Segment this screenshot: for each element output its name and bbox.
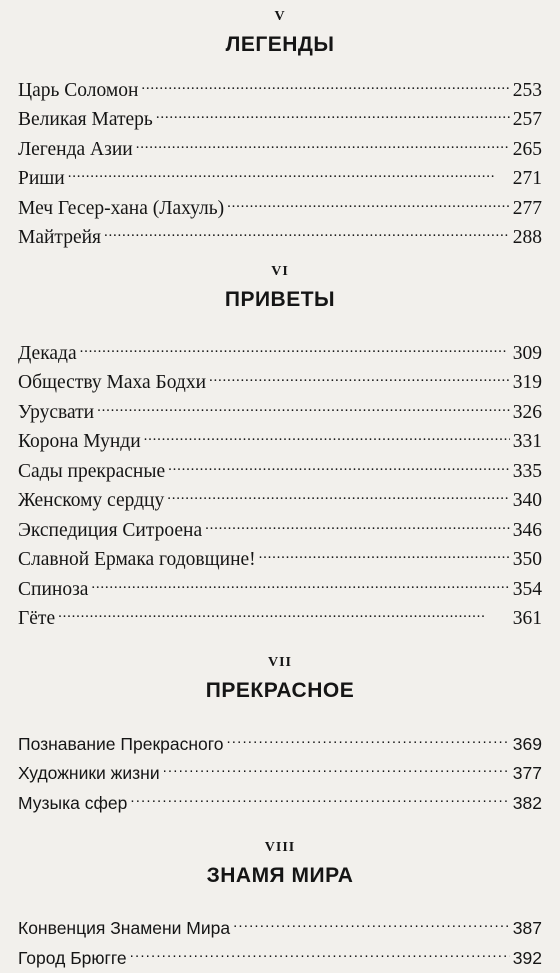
entry-page: 335	[513, 457, 542, 487]
entry-title: Великая Матерь	[18, 105, 153, 135]
dot-leader	[163, 750, 510, 780]
entry-title: Легенда Азии	[18, 135, 133, 165]
toc-entry	[18, 329, 542, 359]
toc-entry	[18, 388, 542, 418]
entry-title: Сады прекрасные	[18, 457, 165, 487]
entry-title: Декада	[18, 339, 77, 369]
toc-entry	[18, 905, 542, 935]
dot-leader	[91, 565, 509, 595]
entry-page: 387	[513, 914, 542, 944]
entry-page: 382	[513, 789, 542, 819]
toc-entry	[18, 155, 542, 185]
entry-title: Славной Ермака годовщине!	[18, 545, 256, 575]
section-viii	[18, 837, 542, 964]
dot-leader	[80, 329, 510, 359]
entry-title: Урусвати	[18, 398, 94, 428]
dot-leader	[136, 125, 510, 155]
entry-page: 288	[513, 223, 542, 253]
dot-leader	[209, 359, 510, 389]
section-title: ЗНАМЯ МИРА	[18, 859, 542, 897]
dot-leader	[226, 720, 509, 750]
entry-page: 354	[513, 575, 542, 605]
section-number: VIII	[18, 837, 542, 859]
toc-entry	[18, 595, 542, 625]
dot-leader	[167, 477, 510, 507]
toc-entry	[18, 418, 542, 448]
entry-page: 369	[513, 730, 542, 760]
dot-leader	[168, 447, 510, 477]
section-number: V	[18, 6, 542, 28]
section-vii	[18, 652, 542, 809]
section-title: ПРИВЕТЫ	[18, 283, 542, 321]
entry-title: Экспедиция Ситроена	[18, 516, 202, 546]
toc-entry	[18, 720, 542, 750]
toc-list	[18, 66, 542, 243]
entry-page: 271	[513, 164, 542, 194]
toc-list	[18, 720, 542, 809]
dot-leader	[227, 184, 510, 214]
toc-entry	[18, 66, 542, 96]
dot-leader	[130, 779, 509, 809]
entry-title: Город Брюгге	[18, 944, 127, 973]
entry-page: 253	[513, 76, 542, 106]
entry-page: 377	[513, 759, 542, 789]
entry-page: 319	[513, 368, 542, 398]
entry-page: 257	[513, 105, 542, 135]
entry-page: 277	[513, 194, 542, 224]
entry-title: Познавание Прекрасного	[18, 730, 223, 760]
dot-leader	[141, 66, 509, 96]
entry-title: Музыка сфер	[18, 789, 127, 819]
entry-title: Корона Мунди	[18, 427, 141, 457]
toc-list	[18, 905, 542, 964]
dot-leader	[205, 506, 510, 536]
entry-page: 361	[513, 604, 542, 634]
entry-page: 346	[513, 516, 542, 546]
dot-leader	[104, 214, 510, 244]
entry-title: Царь Соломон	[18, 76, 138, 106]
section-number: VI	[18, 261, 542, 283]
entry-title: Майтрейя	[18, 223, 101, 253]
entry-title: Спиноза	[18, 575, 88, 605]
section-vi	[18, 261, 542, 624]
section-number: VII	[18, 652, 542, 674]
toc-entry	[18, 359, 542, 389]
section-title: ПРЕКРАСНОЕ	[18, 674, 542, 712]
entry-title: Конвенция Знамени Мира	[18, 914, 230, 944]
dot-leader	[144, 418, 510, 448]
section-title: ЛЕГЕНДЫ	[18, 28, 542, 66]
entry-page: 350	[513, 545, 542, 575]
entry-title: Обществу Маха Бодхи	[18, 368, 206, 398]
toc-entry	[18, 184, 542, 214]
entry-title: Меч Гесер-хана (Лахуль)	[18, 194, 224, 224]
entry-title: Риши	[18, 164, 65, 194]
entry-page: 326	[513, 398, 542, 428]
entry-page: 265	[513, 135, 542, 165]
toc-entry	[18, 565, 542, 595]
toc-list	[18, 329, 542, 624]
entry-page: 309	[513, 339, 542, 369]
entry-page: 331	[513, 427, 542, 457]
dot-leader	[156, 96, 510, 126]
dot-leader	[130, 934, 510, 964]
entry-page: 392	[513, 944, 542, 973]
entry-title: Женскому сердцу	[18, 486, 164, 516]
section-v	[18, 6, 542, 243]
dot-leader	[58, 595, 510, 625]
entry-page: 340	[513, 486, 542, 516]
dot-leader	[68, 155, 510, 185]
entry-title: Художники жизни	[18, 759, 160, 789]
dot-leader	[97, 388, 510, 418]
entry-title: Гёте	[18, 604, 55, 634]
dot-leader	[259, 536, 510, 566]
dot-leader	[233, 905, 510, 935]
